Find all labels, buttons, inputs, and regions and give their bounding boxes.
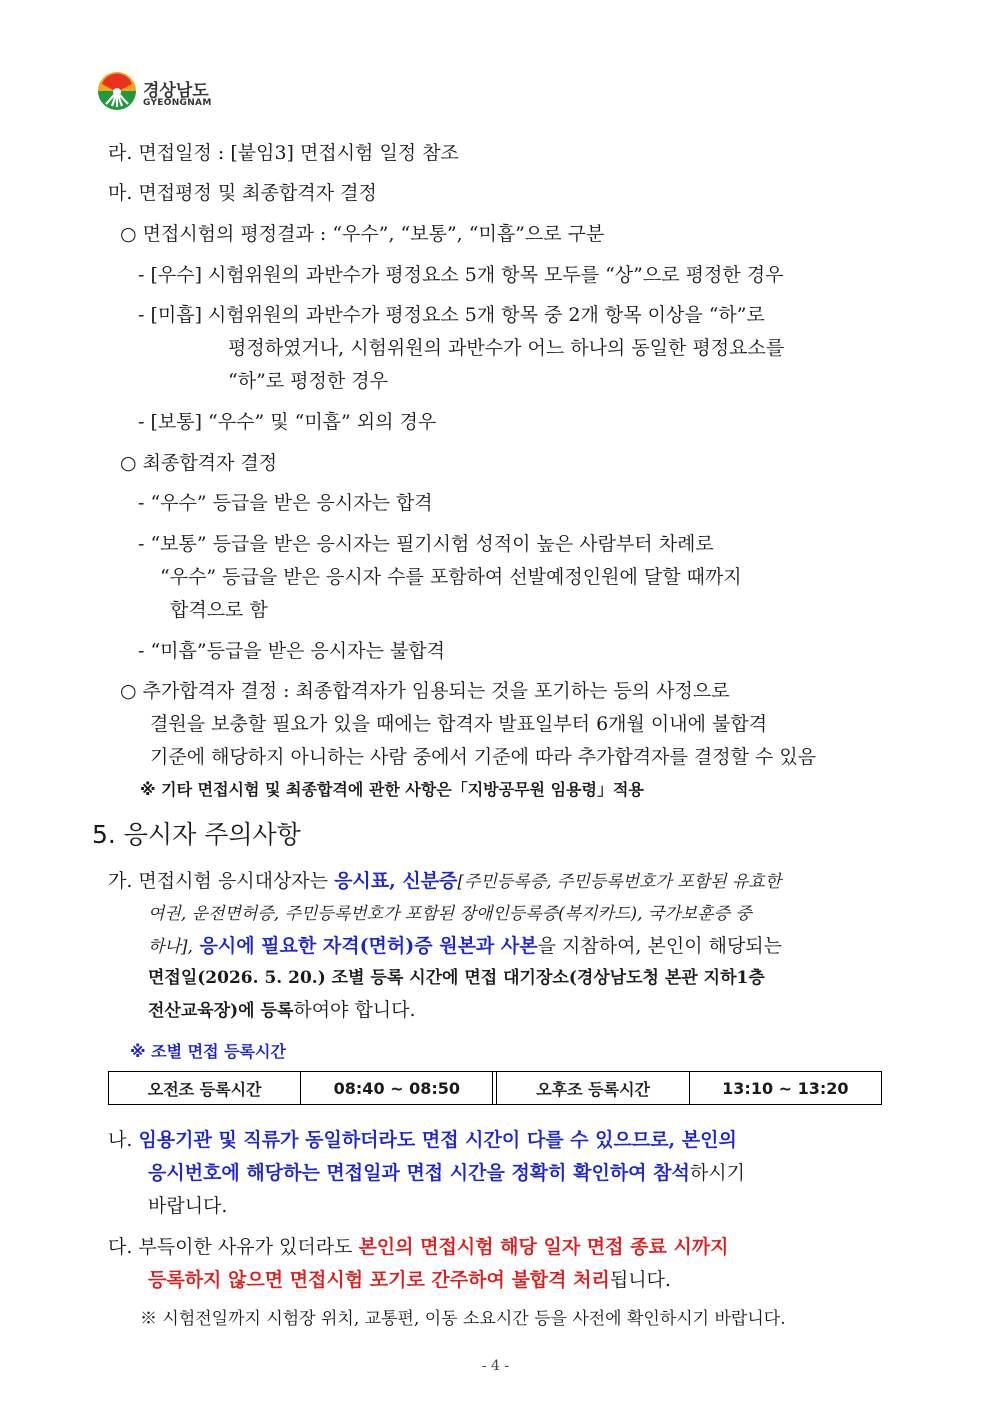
am-label-cell: 오전조 등록시간 (109, 1072, 301, 1105)
section-5-heading: 5. 응시자 주의사항 (92, 820, 301, 849)
logo-english-text: GYEONGNAM (143, 98, 212, 108)
excellent-criterion: - [우수] 시험위원의 과반수가 평정요소 5개 항목 모두를 “상”으로 평정한 경우 (138, 264, 784, 286)
poor-criterion: - [미흡] 시험위원의 과반수가 평정요소 5개 항목 중 2개 항목 이상을 “하”로 (138, 304, 765, 326)
registration-time-table (108, 1071, 882, 1105)
final-pass-excellent: - “우수” 등급을 받은 응시자는 합격 (138, 492, 433, 514)
notice-da-line-1: 다. 부득이한 사유가 있더라도 본인의 면접시험 해당 일자 면접 종료 시까지 (108, 1236, 729, 1258)
additional-pass-bullet: ○ 추가합격자 결정 : 최종합격자가 임용되는 것을 포기하는 등의 사정으로 (120, 680, 730, 702)
notice-ga-line-5: 전산교육장)에 등록하여야 합니다. (148, 999, 416, 1021)
evaluation-heading: 마. 면접평정 및 최종합격자 결정 (108, 182, 377, 204)
exam-site-note: ※ 시험전일까지 시험장 위치, 교통편, 이동 소요시간 등을 사전에 확인하시기 바랍니다. (140, 1309, 786, 1329)
evaluation-result-bullet: ○ 면접시험의 평정결과 : “우수”, “보통”, “미흡”으로 구분 (120, 223, 605, 245)
appointment-note: ※ 기타 면접시험 및 최종합격에 관한 사항은「지방공무원 임용령」적용 (140, 780, 644, 799)
pm-label-cell: 오후조 등록시간 (497, 1072, 689, 1105)
gyeongnam-emblem-icon (96, 70, 138, 112)
additional-pass-cont: 기준에 해당하지 아니하는 사람 중에서 기준에 따라 추가합격자를 결정할 수 있음 (150, 746, 817, 768)
final-pass-bullet: ○ 최종합격자 결정 (120, 452, 278, 474)
notice-ga-line-4: 면접일(2026. 5. 20.) 조별 등록 시간에 면접 대기장소(경상남도청 본관 지하1층 (148, 968, 765, 988)
page-number: - 4 - (481, 1358, 510, 1374)
additional-pass-cont: 결원을 보충할 필요가 있을 때에는 합격자 발표일부터 6개월 이내에 불합격 (150, 713, 768, 735)
final-pass-normal-cont: 합격으로 함 (170, 599, 268, 621)
notice-na-line-3: 바랍니다. (148, 1195, 228, 1217)
final-pass-normal-cont: “우수” 등급을 받은 응시자 수를 포함하여 선발예정인원에 달할 때까지 (160, 566, 742, 588)
logo-korean-text: 경상남도 (143, 81, 209, 101)
registration-time-note: ※ 조별 면접 등록시간 (130, 1042, 286, 1061)
final-pass-normal: - “보통” 등급을 받은 응시자는 필기시험 성적이 높은 사람부터 차례로 (138, 533, 714, 555)
notice-da-line-2: 등록하지 않으면 면접시험 포기로 간주하여 불합격 처리됩니다. (148, 1269, 671, 1291)
gyeongnam-logo (96, 70, 256, 120)
normal-criterion: - [보통] “우수” 및 “미흡” 외의 경우 (138, 411, 437, 433)
pm-time-cell: 13:10 ~ 13:20 (689, 1072, 881, 1105)
notice-ga-line-3: 하나], 응시에 필요한 자격(면허)증 원본과 사본을 지참하여, 본인이 해당되는 (148, 935, 783, 957)
notice-na-line-2: 응시번호에 해당하는 면접일과 면접 시간을 정확히 확인하여 참석하시기 (148, 1162, 745, 1184)
am-time-cell: 08:40 ~ 08:50 (301, 1072, 493, 1105)
notice-ga-line-1: 가. 면접시험 응시대상자는 응시표, 신분증[주민등록증, 주민등록번호가 포함된 유효한 (108, 870, 782, 892)
notice-na-line-1: 나. 임용기관 및 직류가 동일하더라도 면접 시간이 다를 수 있으므로, 본인의 (108, 1129, 737, 1151)
notice-ga-line-2: 여권, 운전면허증, 주민등록번호가 포함된 장애인등록증(복지카드), 국가보훈증 중 (148, 904, 752, 924)
interview-schedule-line: 라. 면접일정 : [붙임3] 면접시험 일정 참조 (108, 142, 459, 164)
poor-criterion-cont: 평정하였거나, 시험위원의 과반수가 어느 하나의 동일한 평정요소를 (228, 337, 785, 359)
final-pass-poor: - “미흡”등급을 받은 응시자는 불합격 (138, 640, 445, 662)
poor-criterion-cont: “하”로 평정한 경우 (228, 370, 388, 392)
